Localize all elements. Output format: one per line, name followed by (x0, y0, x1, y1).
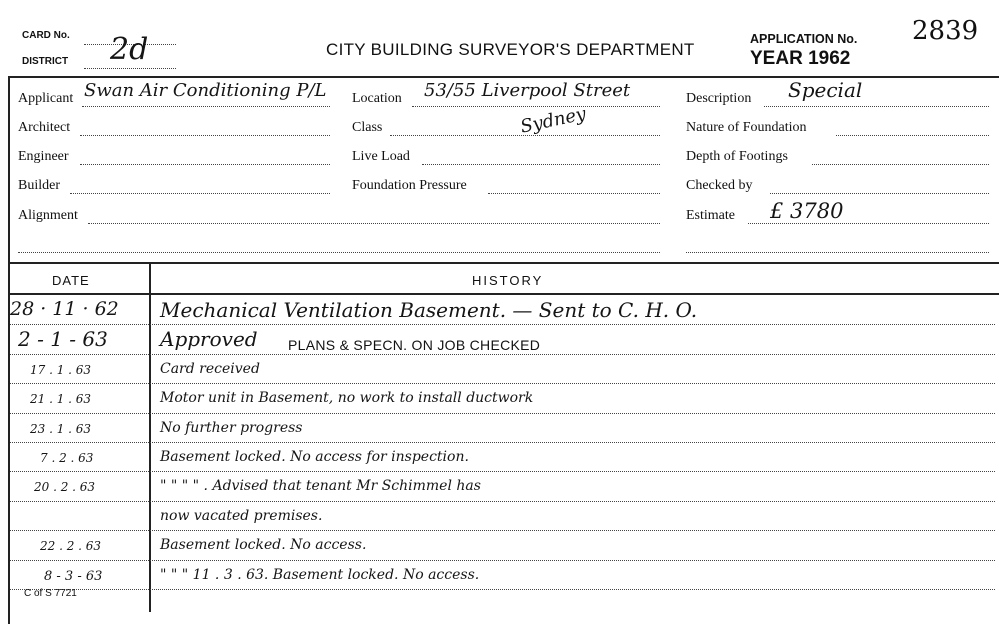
builder-line (70, 193, 330, 194)
nature-of-foundation-line (836, 135, 989, 136)
alignment-line (88, 223, 660, 224)
history-date: 17 . 1 . 63 (30, 362, 92, 377)
left-border (8, 76, 10, 624)
history-entry: " " " 11 . 3 . 63. Basement locked. No access. (160, 566, 480, 583)
alignment-label: Alignment (18, 208, 78, 223)
district-value: 2d (110, 32, 149, 67)
applicant-value: Swan Air Conditioning P/L (84, 80, 327, 101)
extra-line-left (18, 252, 660, 253)
history-row-line (10, 530, 995, 531)
live-load-line (422, 164, 660, 165)
history-row-line (10, 501, 995, 502)
foundation-pressure-line (488, 193, 660, 194)
checked-by-label: Checked by (686, 178, 753, 193)
history-entry: Basement locked. No access for inspection. (160, 449, 469, 465)
year-label: YEAR 1962 (750, 48, 851, 69)
history-entry: Card received (160, 360, 260, 377)
district-line (84, 68, 176, 69)
history-entry: No further progress (160, 419, 303, 436)
history-header: HISTORY (472, 273, 544, 288)
date-header: DATE (52, 273, 90, 288)
history-date: 7 . 2 . 63 (40, 451, 94, 465)
history-date: 8 - 3 - 63 (44, 568, 103, 584)
description-label: Description (686, 91, 752, 106)
builder-label: Builder (18, 178, 60, 193)
depth-of-footings-label: Depth of Footings (686, 149, 788, 164)
location-label: Location (352, 91, 402, 106)
class-label: Class (352, 120, 383, 135)
history-date: 23 . 1 . 63 (30, 421, 92, 436)
architect-label: Architect (18, 120, 71, 135)
approval-stamp: PLANS & SPECN. ON JOB CHECKED (288, 337, 541, 354)
checked-by-line (770, 193, 989, 194)
history-header-rule (8, 293, 999, 295)
history-date: 20 . 2 . 63 (34, 480, 96, 495)
location-value: 53/55 Liverpool Street (424, 80, 631, 101)
history-date: 28 · 11 · 62 (10, 298, 119, 320)
class-value: Sydney (518, 103, 588, 138)
history-entry: Basement locked. No access. (160, 537, 367, 554)
district-label: DISTRICT (22, 56, 69, 67)
description-value: Special (788, 78, 863, 102)
fields-bottom-border (8, 262, 999, 264)
history-row-line (10, 324, 995, 325)
engineer-line (80, 164, 330, 165)
history-row-line (10, 354, 995, 355)
application-label: APPLICATION No. (750, 32, 858, 46)
history-date: 2 - 1 - 63 (18, 327, 108, 352)
architect-line (80, 135, 330, 136)
foundation-pressure-label: Foundation Pressure (352, 178, 467, 193)
extra-line-right (686, 252, 989, 253)
applicant-label: Applicant (18, 91, 74, 106)
estimate-line (748, 223, 989, 224)
card-no-label: CARD No. (22, 30, 70, 41)
nature-of-foundation-label: Nature of Foundation (686, 120, 807, 135)
depth-of-footings-line (812, 164, 989, 165)
history-entry: Approved (160, 327, 258, 352)
history-row-line (10, 413, 995, 414)
history-row-line (10, 383, 995, 384)
history-entry: Motor unit in Basement, no work to install ductwork (160, 390, 534, 407)
live-load-label: Live Load (352, 149, 410, 164)
history-row-line (10, 560, 995, 561)
history-date: 21 . 1 . 63 (30, 392, 92, 407)
application-number: 2839 (912, 16, 979, 46)
history-row-line (10, 589, 995, 590)
department-title: CITY BUILDING SURVEYOR'S DEPARTMENT (326, 40, 695, 59)
estimate-value: £ 3780 (770, 199, 844, 223)
estimate-label: Estimate (686, 208, 735, 223)
history-entry: now vacated premises. (160, 507, 323, 524)
history-date: 22 . 2 . 63 (40, 539, 102, 554)
applicant-line (82, 106, 330, 107)
history-entry: Mechanical Ventilation Basement. — Sent to C. H. O. (160, 298, 698, 322)
history-entry: " " " " . Advised that tenant Mr Schimmel has (160, 478, 481, 495)
form-code: C of S 7721 (24, 588, 77, 599)
location-line (412, 106, 660, 107)
history-row-line (10, 471, 995, 472)
history-row-line (10, 442, 995, 443)
engineer-label: Engineer (18, 149, 69, 164)
description-line (764, 106, 989, 107)
